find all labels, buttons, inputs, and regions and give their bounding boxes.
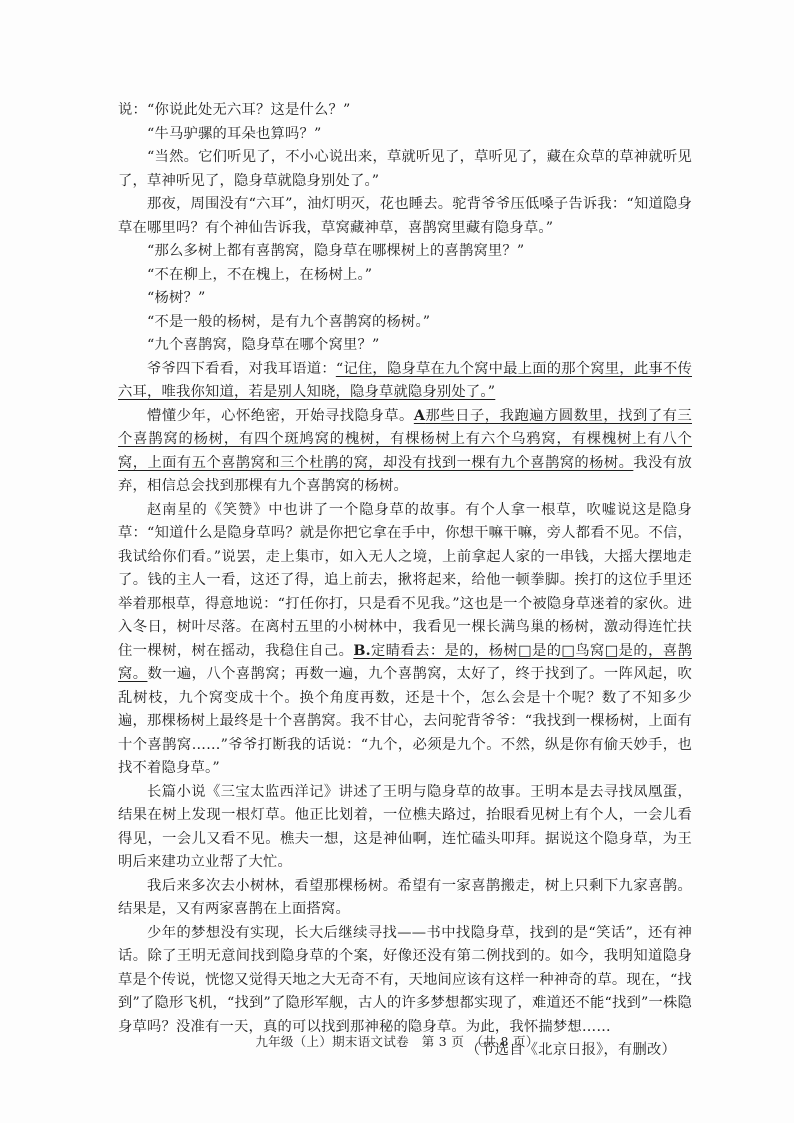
- sentence-b-text: 定睛看去：是的，杨树□是的□鸟窝□是的，喜鹊窝。: [118, 642, 692, 682]
- page-footer: 九年级（上）期末语文试卷 第 3 页 （共 8 页）: [255, 1034, 539, 1049]
- paragraph-8: “不是一般的杨树，是有九个喜鹊窝的杨树。”: [147, 313, 431, 330]
- sentence-a-text: 那些日子，我跑遍方圆数里，找到了有三个喜鹊窝的杨树，有四个斑鸠窝的槐树，有棵杨树上有六个乌鸦窝，有棵槐树上有八个窝，上面有五个喜鹊窝和三个杜鹃的窝，却没有找到一棵有九个喜鹊窝的杨树。: [118, 407, 692, 471]
- paragraph-12: [118, 499, 692, 781]
- paragraph-11: [118, 405, 692, 499]
- underlined-sentence-whisper: “记住，隐身草在九个窝中最上面的那个窝里，此事不传六耳，唯我你知道，若是别人知晓，隐身草就隐身别处了。”: [118, 360, 692, 400]
- paragraph-7: “杨树？”: [147, 290, 206, 306]
- paragraph-12-lead: 赵南星的《笑赞》中也讲了一个隐身草的故事。有个人拿一根草，吹嘘说这是隐身草：“知道什么是隐身草吗？就是你把它拿在手中，你想干嘛干嘛，旁人都看不见。不信，我试给你们看。”说罢，走上集市，如入无人之境，上前拿起人家的一串钱，大摇大摆地走了。钱的主人一看，这还了得，追上前去，揪将起来，给他一顿拳脚。挨打的这位手里还举着那根草，得意地说：“打任你打，只是看不见我。”这也是一个被隐身草迷着的家伙。进入冬日，树叶尽落。在离村五里的小树林中，我看见一棵长满鸟巢的杨树，激动得连忙扶住一棵树，树在摇动，我稳住自己。: [118, 501, 692, 659]
- paragraph-12-tail: 数一遍，八个喜鹊窝；再数一遍，九个喜鹊窝，太好了，终于找到了。一阵风起，吹乱树枝，九个窝变成十个。换个角度再数，还是十个，怎么会是十个呢？数了不知多少遍，那棵杨树上最终是十个喜鹊窝。我不甘心，去问驼背爷爷：“我找到一棵杨树，上面有十个喜鹊窝……”爷爷打断我的话说：“九个，必须是九个。不然，纵是你有偷天妙手，也找不着隐身草。”: [118, 666, 692, 776]
- paragraph-10: [118, 358, 692, 405]
- paragraph-6: “不在柳上，不在槐上，在杨树上。”: [147, 266, 373, 283]
- passage-text: [118, 99, 692, 1063]
- paragraph-11-lead: 懵懂少年，心怀绝密，开始寻找隐身草。: [147, 407, 414, 424]
- paragraph-4: 那夜，周围没有“六耳”，油灯明灭，花也睡去。驼背爷爷压低嗓子告诉我：“知道隐身草在哪里吗？有个神仙告诉我，草窝藏神草，喜鹊窝里藏有隐身草。”: [118, 196, 692, 236]
- paragraph-5: “那么多树上都有喜鹊窝，隐身草在哪棵树上的喜鹊窝里？”: [147, 243, 525, 259]
- sentence-label-b: B.: [353, 642, 371, 659]
- source-note: （节选自《北京日报》，有删改）: [465, 1042, 676, 1058]
- paragraph-9: “九个喜鹊窝，隐身草在哪个窝里？”: [147, 337, 380, 353]
- paragraph-10-lead: 爷爷四下看看，对我耳语道：: [147, 360, 336, 377]
- paragraph-1: 说：“你说此处无六耳？这是什么？”: [118, 102, 351, 118]
- paragraph-15: 少年的梦想没有实现，长大后继续寻找——书中找隐身草，找到的是“笑话”，还有神话。除了王明无意间找到隐身草的个案，好像还没有第二例找到的。如今，我明知道隐身草是个传说，恍惚又觉得天地之大无奇不有，天地间应该有这样一种神奇的草。现在，“找到”了隐形飞机，“找到”了隐形军舰，古人的许多梦想都实现了，难道还不能“找到”一株隐身草吗？没准有一天，真的可以找到那神秘的隐身草。为此，我怀揣梦想……: [118, 924, 692, 1035]
- paragraph-2: “牛马驴骡的耳朵也算吗？”: [147, 125, 322, 142]
- paragraph-11-tail: 我没有放弃，相信总会找到那棵有九个喜鹊窝的杨树。: [118, 454, 692, 494]
- sentence-label-a: A: [413, 407, 426, 424]
- paragraph-14: 我后来多次去小树林，看望那棵杨树。希望有一家喜鹊搬走，树上只剩下九家喜鹊。结果是，又有两家喜鹊在上面搭窝。: [118, 877, 692, 917]
- paragraph-13: 长篇小说《三宝太监西洋记》讲述了王明与隐身草的故事。王明本是去寻找凤凰蛋，结果在树上发现一根灯草。他正比划着，一位樵夫路过，抬眼看见树上有个人，一会儿看得见，一会儿又看不见。樵夫一想，这是神仙啊，连忙磕头叩拜。据说这个隐身草，为王明后来建功立业帮了大忙。: [118, 783, 692, 870]
- paragraph-3: “当然。它们听见了，不小心说出来，草就听见了，草听见了，藏在众草的草神就听见了，草神听见了，隐身草就隐身别处了。”: [118, 149, 692, 189]
